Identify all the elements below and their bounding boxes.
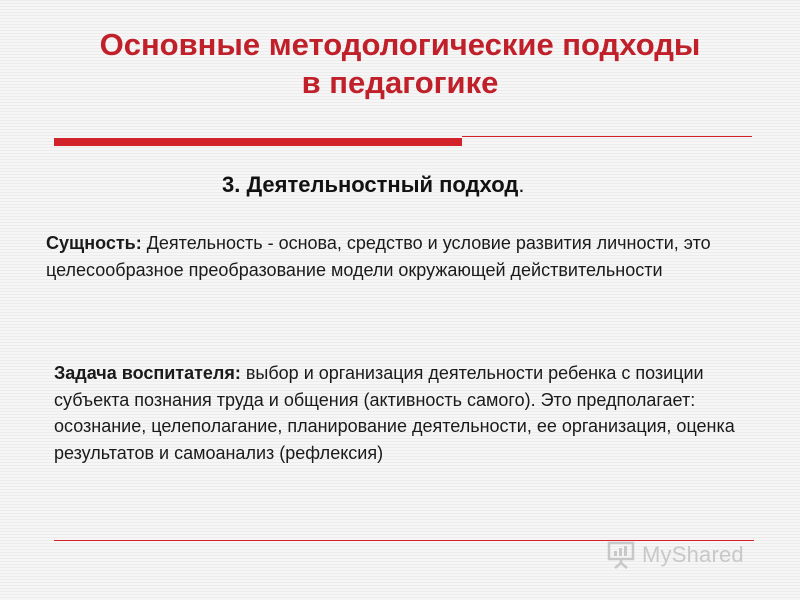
slide-title-line-2: в педагогике — [301, 65, 499, 100]
essence-paragraph — [46, 230, 776, 283]
task-label: Задача воспитателя: — [54, 363, 241, 383]
essence-text: Деятельность - основа, средство и условие развития личности, это целесообразное преобразование модели окружающей действительности — [46, 233, 711, 280]
task-text: выбор и организация деятельности ребенка с позиции субъекта познания труда и общения (активность самого). Это предполагает: осознание, целеполагание, планирование деятельности, ее организация, оценка результатов и самоанализ (рефлексия) — [54, 363, 735, 463]
section-subtitle-text: 3. Деятельностный подход — [222, 172, 519, 197]
section-subtitle — [222, 172, 524, 198]
essence-label: Сущность: — [46, 233, 142, 253]
watermark — [606, 538, 766, 572]
task-paragraph — [54, 360, 769, 466]
presentation-board-icon — [606, 540, 636, 570]
slide-title-line-1: Основные методологические подходы — [99, 27, 701, 62]
watermark-text: MyShared — [642, 542, 744, 567]
title-divider-thick — [54, 138, 462, 146]
title-divider-thin — [462, 136, 752, 137]
slide-title — [40, 26, 760, 102]
section-subtitle-dot: . — [518, 172, 525, 197]
